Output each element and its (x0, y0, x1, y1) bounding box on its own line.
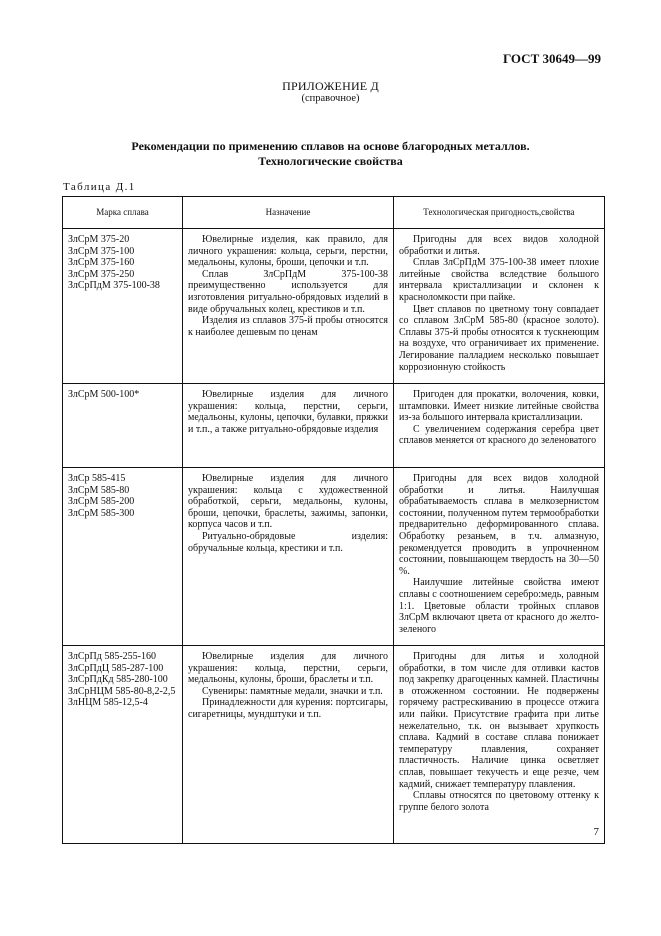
appendix-title: ПРИЛОЖЕНИЕ Д (282, 79, 379, 93)
alloy-mark: ЗлСрМ 375-20 (68, 234, 130, 245)
appendix-subtitle: (справочное) (301, 93, 360, 104)
purpose-paragraph: Изделия из сплавов 375-й пробы относятся к наиболее дешевым по ценам (188, 315, 388, 338)
alloy-mark: ЗлСрМ 500-100* (68, 389, 140, 400)
properties-cell (394, 384, 605, 468)
table-header-row (63, 197, 605, 229)
standard-number: ГОСТ 30649—99 (502, 51, 601, 66)
table-row (63, 229, 605, 384)
properties-paragraph: Пригодны для литья и холодной обработки, в том числе для отливки кастов под закрепку драгоценных камней. Пластичны в отожженном состоянии. Не подвержены горячему растрескиванию в процессе отжига или пайки. Присутствие графита при литье нежелательно, т.к. он вызывает хрупкость сплава. Кадмий в составе сплава понижает температуру плавления, сохраняет пластичность. Наличие цинка осветляет сплав, повышает текучесть и еще резче, чем кадмий, снижает температуру плавления. (399, 651, 599, 790)
alloy-mark: ЗлСрМ 375-100 (68, 245, 135, 257)
purpose-cell (183, 646, 394, 844)
properties-paragraph: Пригоден для прокатки, волочения, ковки, штамповки. Имеет низкие литейные свойства из-за большого интервала кристаллизации. (399, 389, 599, 424)
purpose-paragraph: Ювелирные изделия, как правило, для личного украшения: кольца, серьги, перстни, медальоны, кулоны, броши, цепочки и т.п. (188, 234, 388, 269)
purpose-cell (183, 468, 394, 646)
alloy-table (62, 196, 605, 844)
alloy-mark: ЗлСрНЦМ 585-80-8,2-2,5 (68, 685, 176, 697)
purpose-cell (183, 384, 394, 468)
table-row (63, 384, 605, 468)
alloy-marks-cell (63, 384, 183, 468)
column-header-mark: Марка сплава (63, 197, 183, 229)
column-header-properties: Технологическая пригодность,свойства (394, 197, 605, 229)
purpose-paragraph: Сувениры: памятные медали, значки и т.п. (202, 685, 383, 697)
page-number: 7 (593, 826, 599, 838)
alloy-mark: ЗлСрМ 375-160 (68, 257, 135, 269)
properties-paragraph: Наилучшие литейные свойства имеют сплавы с соотношением серебро:медь, равным 1:1. Цветовые области тройных сплавов ЗлСрМ включают цвета от красного до желто-зеленого (399, 577, 599, 635)
alloy-mark: ЗлСр 585-415 (68, 473, 126, 484)
properties-cell (394, 229, 605, 384)
alloy-marks-cell (63, 229, 183, 384)
alloy-marks-cell (63, 646, 183, 844)
heading-line-2: Технологические свойства (258, 154, 403, 168)
properties-paragraph: Сплавы относятся по цветовому оттенку к группе белого золота (399, 790, 599, 813)
purpose-cell (183, 229, 394, 384)
purpose-paragraph: Ювелирные изделия для личного украшения: кольца, перстни, серьги, медальоны, кулоны, цепочки, булавки, пряжки и т.п., а также ритуально-обрядовые изделия (188, 389, 388, 435)
properties-cell (394, 646, 605, 844)
alloy-mark: ЗлСрПдМ 375-100-38 (68, 280, 160, 292)
alloy-mark: ЗлСрПдЦ 585-287-100 (68, 662, 164, 674)
properties-paragraph: С увеличением содержания серебра цвет сплавов меняется от красного до зеленоватого (399, 423, 599, 447)
alloy-mark: ЗлНЦМ 585-12,5-4 (68, 697, 148, 709)
alloy-mark: ЗлСрПдКд 585-280-100 (68, 674, 168, 686)
alloy-mark: ЗлСрМ 585-80 (68, 484, 130, 496)
properties-cell (394, 468, 605, 646)
purpose-paragraph: Сплав ЗлСрПдМ 375-100-38 преимущественно используется для изготовления ритуально-обрядовых изделий в виде обручальных колец, крестиков и т.п. (188, 268, 388, 315)
column-header-purpose: Назначение (183, 197, 394, 229)
alloy-mark: ЗлСрМ 375-250 (68, 268, 135, 280)
properties-paragraph: Сплав ЗлСрПдМ 375-100-38 имеет плохие литейные свойства вследствие большого интервала кристаллизации и склонен к красноломкости при пайке. (399, 257, 599, 303)
heading-line-1: Рекомендации по применению сплавов на основе благородных металлов. (131, 139, 530, 153)
properties-paragraph: Пригодны для всех видов холодной обработки и литья. (399, 234, 599, 257)
properties-paragraph: Цвет сплавов по цветному тону совпадает со сплавом ЗлСрМ 585-80 (красное золото). Сплавы 375-й пробы относятся к тускнеющим на воздухе, что ограничивает их применение. Легирование палладием несколько повышает коррозионную стойкость (399, 303, 599, 373)
table-label: Таблица Д.1 (63, 181, 136, 193)
alloy-mark: ЗлСрМ 585-300 (68, 507, 135, 519)
purpose-paragraph: Принадлежности для курения: портсигары, сигаретницы, мундштуки и т.п. (188, 697, 388, 720)
table-row (63, 646, 605, 844)
alloy-marks-cell (63, 468, 183, 646)
alloy-mark: ЗлСрПд 585-255-160 (68, 651, 157, 662)
purpose-paragraph: Ювелирные изделия для личного украшения: кольца с художественной обработкой, серьги, медальоны, кулоны, броши, цепочки, браслеты, зажимы, запонки, корпуса часов и т.п. (188, 473, 388, 531)
table-row (63, 468, 605, 646)
purpose-paragraph: Ритуально-обрядовые изделия: обручальные кольца, крестики и т.п. (188, 530, 388, 554)
properties-paragraph: Пригодны для всех видов холодной обработки и литья. Наилучшая обрабатываемость сплава в мелкозернистом состоянии, полученном путем термообработки предварительно деформированного сплава. Обработку резаньем, в т.ч. алмазную, рекомендуется проводить в упрочненном состоянии, повышающем твердость на 30—50 %. (399, 473, 599, 577)
purpose-paragraph: Ювелирные изделия для личного украшения: кольца, перстни, серьги, медальоны, кулоны, броши, браслеты и т.п. (188, 651, 388, 686)
alloy-mark: ЗлСрМ 585-200 (68, 496, 135, 508)
